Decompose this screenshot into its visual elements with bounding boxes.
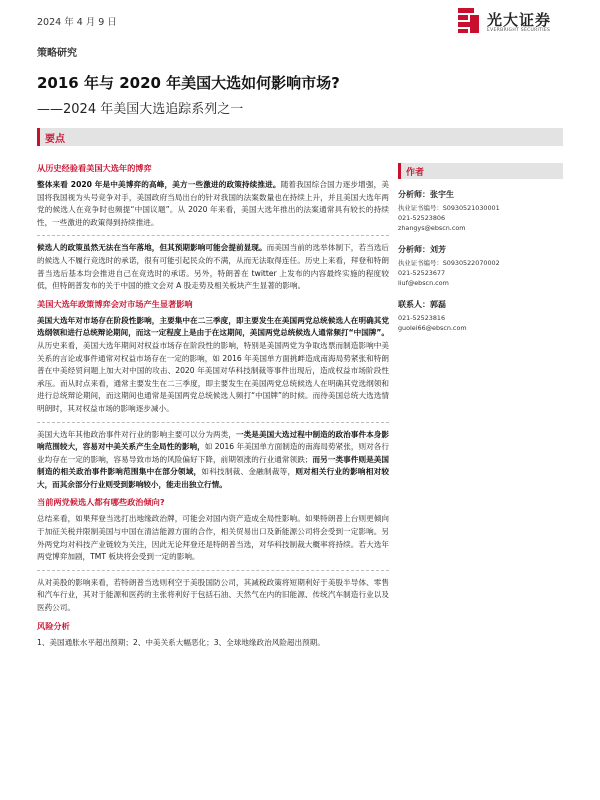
paragraph [37,242,389,292]
report-title: 2016 年与 2020 年美国大选如何影响市场? [37,74,340,92]
paragraph-bold: 候选人的政策虽然无法在当年落地，但其预期影响可能会提前显现。 [37,243,267,253]
section-heading-risk: 风险分析 [37,620,70,631]
key-points-accent [37,128,40,146]
analyst-card [398,189,563,233]
paragraph-bold: 而另一类事件则是美国制造的相关政治事件影响范围集中在部分领域， [37,454,390,477]
everbright-logo-icon [455,6,483,34]
paragraph-text: 从历史来看，美国大选年期间对权益市场存在阶段性的影响，特别是美国两党为争取选票而制造影响中美关系的言论或事件通常对权益市场存在一定的影响，如 2016 年美国单方面挑衅造成南海局势紧张和特朗普在中美经贸问题上加大对中国的攻击、2020 年美国对华科技制裁等事件出现后，造成权益市场阶段性承压。而从时点来看，通常主要发生在二三季度，即主要发生在美国两党总统候选人在明确其党选纲领和进行总统辩论期间，而这期间也通常是美国两党总统候选人频打“中国牌”的时候。而待美国总统大选选情明朗时，其对权益市场的影响逐步减小。 [37,340,389,413]
paragraph-text: 如 2016 年美国单方面制造的南海局势紧张，则对各行业均存在一定的影响，容易导致市场的风险偏好下降，前期领涨的行业通常领跌； [37,442,389,464]
report-category: 策略研究 [37,48,77,59]
divider [37,235,389,236]
logo-text-cn: 光大证券 [487,11,552,29]
paragraph [37,179,389,229]
paragraph-text: 美国大选年其他政治事件对行业的影响主要可以分为两类， [37,429,236,439]
key-points-label: 要点 [45,134,65,145]
paragraph: 总结来看，如果拜登当选打出地缘政治牌，可能会对国内资产造成全局性影响。如果特朗普上台则更倾向于加征关税并限制美国与中国在清洁能源方面的合作，相关贸易出口及新能源公司将会受到一定影响。另外两党均对科技产业链较为关注，因此无论拜登还是特朗普当选，对华科技制裁大概率将持续。若大选年两党博弈加剧，TMT 板块将会受到一定的影响。 [37,514,389,562]
paragraph-bold: 则对相关行业的影响相对较大，而其余部分行业则受到影响较小，能走出独立行情。 [37,467,390,489]
paragraph-bold: 整体来看 2020 年是中美博弈的高峰，美方一些激进的政策持续推进。 [37,180,281,189]
section-heading-history: 从历史经验看美国大选年的博弈 [37,163,152,173]
analyst-email[interactable]: liuf@ebscn.com [398,279,449,287]
section-heading-candidates: 当前两党候选人都有哪些政治倾向? [37,497,165,508]
paragraph-bold: 美国大选年对市场存在阶段性影响，主要集中在二三季度，即主要发生在美国两党总统候选人在明确其党选纲领和进行总统辩论期间，而这一定程度上是由于在这期间，美国两党总统候选人通常频打“中国牌”。 [37,315,389,338]
paragraph [37,315,389,416]
paragraph: 从对美股的影响来看，若特朗普当选则利空于美股国防公司，其减税政策将短期利好于美股半导体、零售和汽车行业，其对于能源和医药的主张将利好于包括石油、天然气在内的旧能源、传统汽车制造行业以及医药公司。 [37,577,389,613]
analyst-name: 分析师：刘芳 [398,245,446,254]
paragraph-text: 如科技制裁、金融制裁等， [201,467,296,477]
analyst-phone: 021-52523677 [398,269,446,277]
divider [37,422,389,423]
report-date: 2024 年 4 月 9 日 [37,17,117,28]
author-heading: 作者 [406,168,425,178]
paragraph-text: 而美国当前的选举体制下，若当选后的候选人不履行竞选时的承诺，很有可能引起民众的不满，从而无法取得连任。历史上来看，拜登和特朗普当选后基本均会推进自己在竞选时的承诺。另外，特朗普在 twitter 上发布的内容最终实施的程度较低，但特朗普发布的关于中国的推文会对 A 股走势及相关板块产生显著的影响。 [37,243,390,291]
paragraph-bold: 一类是美国大选过程中制造的政治事件本身影响范围较大，容易对中美关系产生全局性的影响， [37,429,390,452]
paragraph: 1、美国通胀水平超出预期；2、中美关系大幅恶化；3、全球地缘政治风险超出预期。 [37,637,325,647]
key-points-bar [37,128,563,146]
contact-email[interactable]: guolei66@ebscn.com [398,324,467,332]
analyst-license: 执业证书编号：S0930522070002 [398,259,500,267]
report-subtitle: ——2024 年美国大选追踪系列之一 [37,102,244,117]
analyst-name: 分析师：张宇生 [398,190,454,199]
author-heading-accent [398,163,401,179]
main-content [37,163,389,655]
analyst-phone: 021-52523806 [398,214,446,222]
author-sidebar [398,163,563,344]
contact-name: 联系人：郭磊 [398,300,446,309]
analyst-license: 执业证书编号：S0930521030001 [398,204,500,212]
company-logo [455,6,575,40]
analyst-card [398,244,563,288]
section-heading-impact: 美国大选年政策博弈会对市场产生显著影响 [37,298,193,309]
paragraph [37,429,389,492]
analyst-email[interactable]: zhangys@ebscn.com [398,224,466,232]
logo-text-en: EVERBRIGHT SECURITIES [487,28,551,33]
contact-phone: 021-52523816 [398,314,446,322]
author-heading-bar [398,163,563,179]
paragraph-text: 随着我国综合国力逐步增强，美国将我国视为头号竞争对手，美国政府当局出台的针对我国的法案数量也在持续上升，并且美国大选年两党的候选人在竞争时也频提“中国议题”。从 2020 年来看，美国大选年推出的法案通常具有较长的持续性，一些激进的政策得到持续推进。 [37,180,390,227]
divider [37,570,389,571]
contact-card [398,299,563,333]
